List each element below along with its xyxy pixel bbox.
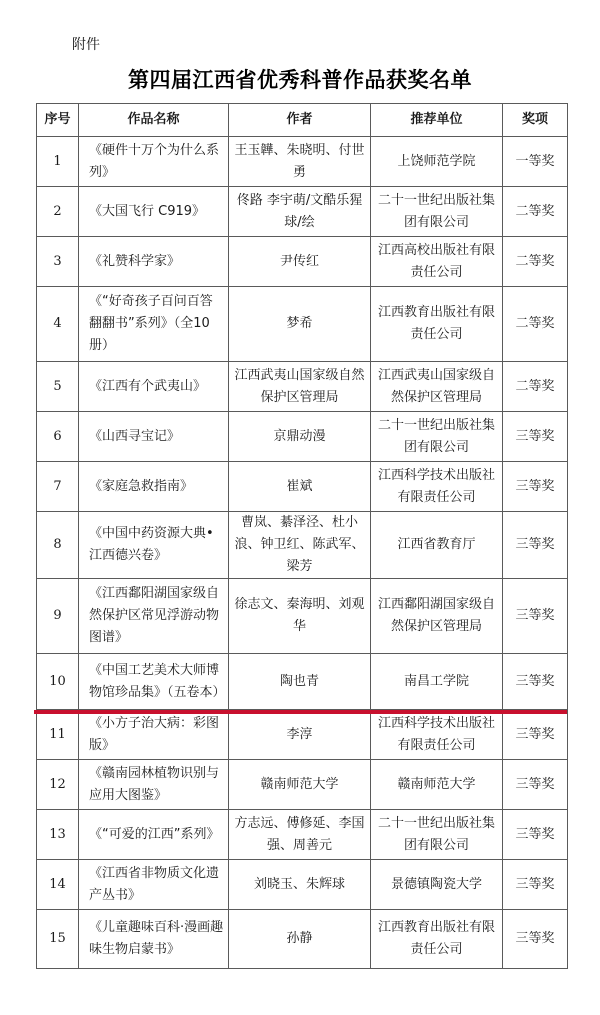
cell-no: 2 [37, 187, 79, 237]
cell-award: 三等奖 [503, 810, 568, 860]
table-row [37, 654, 568, 710]
column-header-author: 作者 [229, 104, 371, 137]
table-row [37, 860, 568, 910]
cell-author: 佟路 李宇萌/文酷乐猩球/绘 [229, 187, 371, 237]
cell-no: 7 [37, 462, 79, 512]
cell-unit: 景德镇陶瓷大学 [371, 860, 503, 910]
table-row [37, 137, 568, 187]
cell-name: 《小方子治大病：彩图版》 [79, 710, 229, 760]
cell-author: 方志远、傅修延、李国强、周善元 [229, 810, 371, 860]
cell-author: 京鼎动漫 [229, 412, 371, 462]
cell-unit: 二十一世纪出版社集团有限公司 [371, 187, 503, 237]
table-row [37, 910, 568, 969]
cell-award: 三等奖 [503, 654, 568, 710]
cell-unit: 江西科学技术出版社有限责任公司 [371, 710, 503, 760]
cell-name: 《江西有个武夷山》 [79, 362, 229, 412]
cell-no: 10 [37, 654, 79, 710]
cell-award: 三等奖 [503, 910, 568, 969]
cell-award: 三等奖 [503, 579, 568, 654]
cell-unit: 江西高校出版社有限责任公司 [371, 237, 503, 287]
cell-unit: 江西省教育厅 [371, 512, 503, 579]
cell-author: 梦希 [229, 287, 371, 362]
cell-name: 《赣南园林植物识别与应用大图鉴》 [79, 760, 229, 810]
cell-author: 赣南师范大学 [229, 760, 371, 810]
cell-no: 8 [37, 512, 79, 579]
page-title: 第四届江西省优秀科普作品获奖名单 [128, 67, 472, 92]
cell-unit: 二十一世纪出版社集团有限公司 [371, 810, 503, 860]
cell-author: 孙静 [229, 910, 371, 969]
table-row [37, 579, 568, 654]
cell-no: 11 [37, 710, 79, 760]
cell-no: 3 [37, 237, 79, 287]
cell-no: 14 [37, 860, 79, 910]
cell-award: 三等奖 [503, 710, 568, 760]
cell-author: 王玉韡、朱晓明、付世勇 [229, 137, 371, 187]
table-row [37, 710, 568, 760]
cell-award: 三等奖 [503, 412, 568, 462]
cell-name: 《中国中药资源大典•江西德兴卷》 [79, 512, 229, 579]
cell-name: 《礼赞科学家》 [79, 237, 229, 287]
cell-author: 江西武夷山国家级自然保护区管理局 [229, 362, 371, 412]
cell-no: 4 [37, 287, 79, 362]
cell-award: 二等奖 [503, 237, 568, 287]
cell-name: 《硬件十万个为什么系列》 [79, 137, 229, 187]
cell-name: 《家庭急救指南》 [79, 462, 229, 512]
cell-unit: 上饶师范学院 [371, 137, 503, 187]
table-header-row [37, 104, 568, 137]
cell-award: 三等奖 [503, 760, 568, 810]
cell-author: 崔斌 [229, 462, 371, 512]
cell-no: 9 [37, 579, 79, 654]
cell-unit: 江西教育出版社有限责任公司 [371, 910, 503, 969]
cell-name: 《儿童趣味百科·漫画趣味生物启蒙书》 [79, 910, 229, 969]
table-row [37, 512, 568, 579]
cell-author: 陶也青 [229, 654, 371, 710]
cell-award: 二等奖 [503, 187, 568, 237]
cell-author: 尹传红 [229, 237, 371, 287]
table-row [37, 237, 568, 287]
cell-author: 李淳 [229, 710, 371, 760]
cell-unit: 江西科学技术出版社有限责任公司 [371, 462, 503, 512]
red-divider-line [34, 710, 567, 714]
cell-name: 《中国工艺美术大师博物馆珍品集》（五卷本） [79, 654, 229, 710]
cell-award: 三等奖 [503, 462, 568, 512]
annex-label: 附件 [72, 37, 100, 53]
cell-unit: 江西教育出版社有限责任公司 [371, 287, 503, 362]
cell-award: 三等奖 [503, 512, 568, 579]
table-row [37, 362, 568, 412]
column-header-award: 奖项 [503, 104, 568, 137]
cell-unit: 江西武夷山国家级自然保护区管理局 [371, 362, 503, 412]
cell-no: 5 [37, 362, 79, 412]
cell-author: 徐志文、秦海明、刘观华 [229, 579, 371, 654]
cell-author: 曹岚、綦泽泾、杜小浪、钟卫红、陈武军、梁芳 [229, 512, 371, 579]
cell-name: 《“好奇孩子百问百答翻翻书”系列》（全10册） [79, 287, 229, 362]
table-row [37, 462, 568, 512]
award-table [36, 103, 568, 969]
table-row [37, 760, 568, 810]
cell-unit: 二十一世纪出版社集团有限公司 [371, 412, 503, 462]
cell-award: 一等奖 [503, 137, 568, 187]
cell-name: 《“可爱的江西”系列》 [79, 810, 229, 860]
cell-no: 1 [37, 137, 79, 187]
column-header-name: 作品名称 [79, 104, 229, 137]
cell-name: 《江西省非物质文化遗产丛书》 [79, 860, 229, 910]
cell-no: 15 [37, 910, 79, 969]
cell-name: 《大国飞行 C919》 [79, 187, 229, 237]
cell-author: 刘晓玉、朱辉球 [229, 860, 371, 910]
cell-name: 《江西鄱阳湖国家级自然保护区常见浮游动物图谱》 [79, 579, 229, 654]
table-row [37, 412, 568, 462]
column-header-unit: 推荐单位 [371, 104, 503, 137]
cell-no: 13 [37, 810, 79, 860]
cell-award: 二等奖 [503, 362, 568, 412]
cell-name: 《山西寻宝记》 [79, 412, 229, 462]
table-row [37, 187, 568, 237]
column-header-no: 序号 [37, 104, 79, 137]
cell-award: 二等奖 [503, 287, 568, 362]
cell-award: 三等奖 [503, 860, 568, 910]
cell-unit: 江西鄱阳湖国家级自然保护区管理局 [371, 579, 503, 654]
cell-unit: 南昌工学院 [371, 654, 503, 710]
table-row [37, 810, 568, 860]
cell-no: 12 [37, 760, 79, 810]
cell-no: 6 [37, 412, 79, 462]
cell-unit: 赣南师范大学 [371, 760, 503, 810]
table-row [37, 287, 568, 362]
